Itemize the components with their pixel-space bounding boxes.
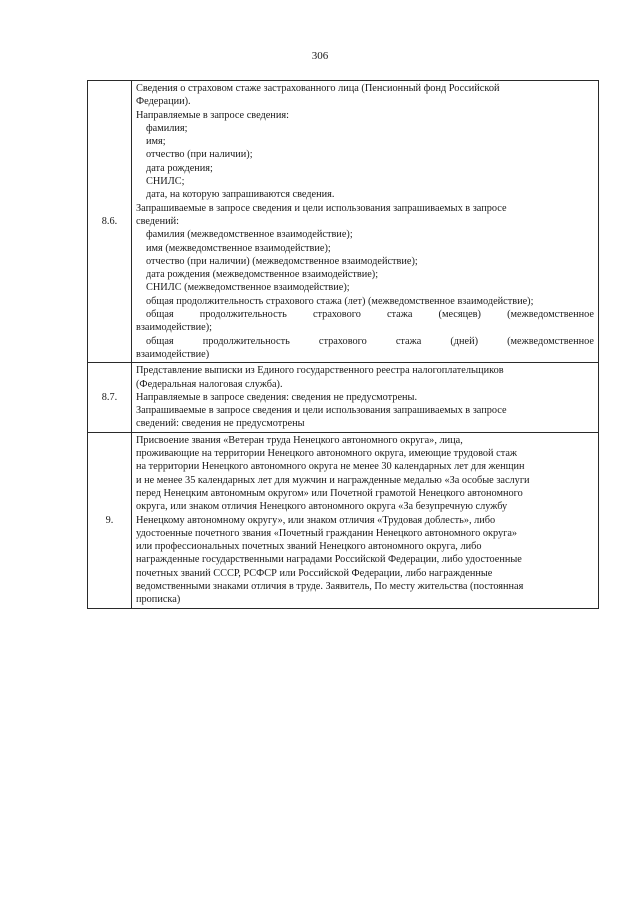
text-line: сведений: сведения не предусмотрены <box>136 418 305 430</box>
row-number: 8.6. <box>101 215 118 227</box>
services-table <box>87 80 599 609</box>
text-line: награжденные государственными наградами Российской Федерации, либо удостоенные <box>136 554 522 566</box>
text-line: или профессиональных почетных званий Ненецкого автономного округа, либо <box>136 541 482 553</box>
row-number-cell <box>88 432 132 608</box>
justified-line <box>136 308 594 321</box>
text-line: Федерации). <box>136 96 191 108</box>
word: (межведомственное <box>507 335 594 347</box>
text-line: почетных званий СССР, РСФСР или Российской Федерации, либо награжденные <box>136 567 493 579</box>
row-content-cell <box>132 432 599 608</box>
text-line: взаимодействие) <box>136 348 210 360</box>
row-number: 9. <box>105 514 114 526</box>
text-line: (Федеральная налоговая служба). <box>136 378 283 390</box>
text-line: и не менее 35 календарных лет для мужчин и награжденные медалью «За особые заслуги <box>136 474 530 486</box>
text-line: имя (межведомственное взаимодействие); <box>146 242 331 254</box>
text-line: фамилия (межведомственное взаимодействие); <box>146 229 353 241</box>
table-row <box>88 432 599 608</box>
table-row <box>88 81 599 363</box>
text-line: ведомственными знаками отличия в труде. Заявитель, По месту жительства (постоянная <box>136 580 524 592</box>
text-line: Направляемые в запросе сведения: <box>136 109 289 121</box>
text-line: Сведения о страховом стаже застрахованного лица (Пенсионный фонд Российской <box>136 83 500 94</box>
row-number-cell <box>88 363 132 432</box>
table-row <box>88 363 599 432</box>
text-line: дата, на которую запрашиваются сведения. <box>146 189 335 201</box>
text-line: взаимодействие); <box>136 322 212 334</box>
row-content-cell <box>132 363 599 432</box>
row-content-cell <box>132 81 599 363</box>
word: (месяцев) <box>438 309 481 321</box>
text-line: дата рождения (межведомственное взаимодействие); <box>146 269 379 281</box>
word: общая <box>146 335 174 347</box>
text-line: Ненецкому автономному округу», или знаком отличия «Трудовая доблесть», либо <box>136 514 496 526</box>
word: (межведомственное <box>507 309 594 321</box>
word: стажа <box>395 335 422 347</box>
word: страхового <box>318 335 367 347</box>
text-line: Представление выписки из Единого государственного реестра налогоплательщиков <box>136 365 504 377</box>
word: продолжительность <box>202 335 290 347</box>
text-line: Запрашиваемые в запросе сведения и цели использования запрашиваемых в запросе <box>136 202 507 214</box>
row-number: 8.7. <box>101 391 118 403</box>
text-line: дата рождения; <box>146 162 213 174</box>
text-line: имя; <box>146 136 166 148</box>
text-line: Направляемые в запросе сведения: сведения не предусмотрены. <box>136 391 418 403</box>
word: страхового <box>312 309 361 321</box>
text-line: перед Ненецким автономным округом» или Почетной грамотой Ненецкого автономного <box>136 487 523 499</box>
text-line: СНИЛС (межведомственное взаимодействие); <box>146 282 350 294</box>
text-line: проживающие на территории Ненецкого автономного округа, имеющие трудовой стаж <box>136 448 518 460</box>
text-line: фамилия; <box>146 122 188 134</box>
row-number-cell <box>88 81 132 363</box>
word: стажа <box>386 309 413 321</box>
word: общая <box>146 309 174 321</box>
word: продолжительность <box>199 309 287 321</box>
text-line: отчество (при наличии) (межведомственное взаимодействие); <box>146 255 418 267</box>
text-line: СНИЛС; <box>146 176 185 188</box>
text-line: Запрашиваемые в запросе сведения и цели использования запрашиваемых в запросе <box>136 405 507 417</box>
text-line: сведений: <box>136 215 180 227</box>
text-line: прописка) <box>136 594 181 606</box>
justified-line <box>136 335 594 348</box>
page-number: 306 <box>311 50 329 62</box>
text-line: на территории Ненецкого автономного округа не менее 30 календарных лет для женщин <box>136 461 525 473</box>
text-line: округа, или знаком отличия Ненецкого автономного округа «За безупречную службу <box>136 501 508 513</box>
text-line: общая продолжительность страхового стажа (лет) (межведомственное взаимодействие); <box>146 295 534 307</box>
text-line: Присвоение звания «Ветеран труда Ненецкого автономного округа», лица, <box>136 434 463 446</box>
text-line: отчество (при наличии); <box>146 149 253 161</box>
word: (дней) <box>450 335 479 347</box>
text-line: удостоенные почетного звания «Почетный гражданин Ненецкого автономного округа» <box>136 527 518 539</box>
